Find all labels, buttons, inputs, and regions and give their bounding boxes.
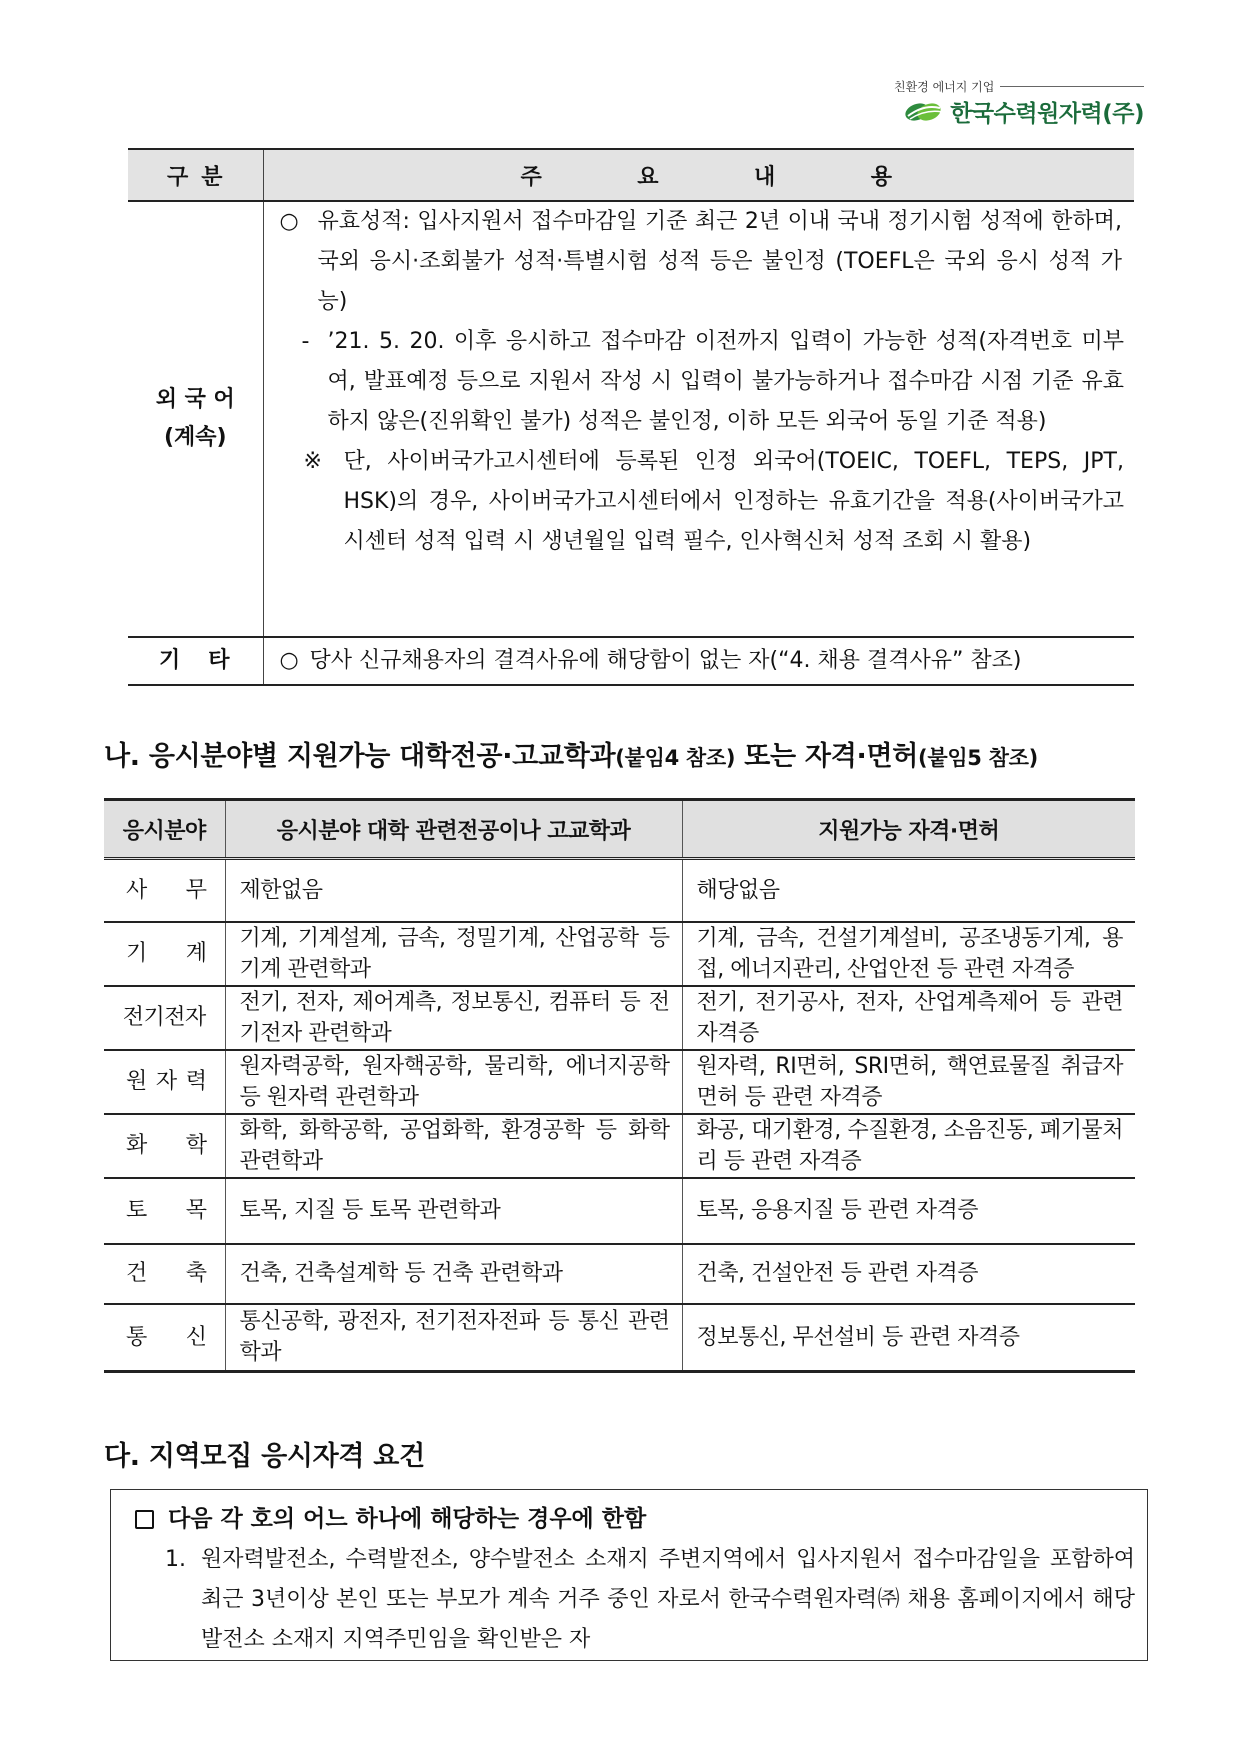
company-logo	[854, 78, 1144, 128]
major-cell: 화학, 화학공학, 공업화학, 환경공학 등 화학 관련학과	[225, 1114, 682, 1178]
header-content-char: 주	[520, 164, 543, 190]
logo-tagline-rule	[1000, 86, 1144, 87]
majors-table-header	[104, 800, 1135, 859]
eligibility-table-header	[128, 149, 1134, 201]
header-major: 응시분야 대학 관련전공이나 고교학과	[225, 800, 682, 859]
license-cell: 정보통신, 무선설비 등 관련 자격증	[682, 1304, 1135, 1372]
eligibility-table	[128, 148, 1134, 686]
row-content-etc	[263, 637, 1134, 685]
heading-ref: (붙임4 참조)	[615, 746, 736, 770]
logo-leaf-icon	[904, 100, 944, 124]
major-cell: 전기, 전자, 제어계측, 정보통신, 컴퓨터 등 전기전자 관련학과	[225, 986, 682, 1050]
table-row	[104, 1178, 1135, 1244]
major-cell: 통신공학, 광전자, 전기전자전파 등 통신 관련학과	[225, 1304, 682, 1372]
label-char: 타	[208, 648, 230, 673]
major-cell: 원자력공학, 원자핵공학, 물리학, 에너지공학 등 원자력 관련학과	[225, 1050, 682, 1114]
field-char: 계	[185, 941, 207, 966]
circle-bullet-icon: ○	[279, 648, 299, 673]
row-content-foreign-language	[263, 201, 1134, 637]
table-row	[104, 1050, 1135, 1114]
field-char: 토	[126, 1198, 147, 1223]
label-line: 외 국 어	[155, 387, 235, 412]
field-cell	[104, 922, 225, 986]
table-row	[104, 986, 1135, 1050]
major-cell: 토목, 지질 등 토목 관련학과	[225, 1178, 682, 1244]
header-content	[263, 149, 1134, 201]
header-category	[128, 149, 263, 201]
heading-ref: (붙임5 참조)	[918, 746, 1038, 770]
field-char: 신	[185, 1324, 207, 1350]
major-cell: 건축, 건축설계학 등 건축 관련학과	[225, 1244, 682, 1304]
note-cyber-exam-center	[304, 442, 1125, 562]
box-heading-text: 다음 각 호의 어느 하나에 해당하는 경우에 한함	[168, 1506, 647, 1532]
table-row-etc	[128, 637, 1134, 685]
logo-tagline-row	[894, 78, 1144, 95]
field-char: 학	[185, 1133, 207, 1158]
field-cell	[104, 1114, 225, 1178]
license-cell: 건축, 건설안전 등 관련 자격증	[682, 1244, 1135, 1304]
table-row-foreign-language	[128, 201, 1134, 637]
circle-bullet-icon: ○	[279, 209, 299, 234]
license-cell: 화공, 대기환경, 수질환경, 소음진동, 폐기물처리 등 관련 자격증	[682, 1114, 1135, 1178]
section-heading-na	[104, 734, 1038, 773]
field-cell	[104, 859, 225, 922]
square-bullet-icon	[135, 1510, 154, 1529]
box-heading	[135, 1498, 1135, 1540]
field-char: 자	[155, 1069, 177, 1094]
bullet-text: 유효성적: 입사지원서 접수마감일 기준 최근 2년 이내 국내 정기시험 성적에 한하며, 국외 응시·조회불가 성적·특별시험 성적 등은 불인정 (TOEFL은 국외 응시 성적 가능)	[317, 209, 1122, 314]
field-char: 전기전자	[122, 1005, 206, 1030]
major-cell: 제한없음	[225, 859, 682, 922]
bullet-disqualification	[280, 643, 1125, 679]
field-char: 화	[126, 1133, 147, 1158]
dash-bullet-icon: -	[301, 329, 310, 354]
bullet-text: 당사 신규채용자의 결격사유에 해당함이 없는 자(“4. 채용 결격사유” 참조)	[309, 648, 1022, 673]
bullet-valid-scores	[280, 202, 1125, 322]
table-row	[104, 1304, 1135, 1372]
label-line: (계속)	[163, 425, 227, 450]
table-row	[104, 859, 1135, 922]
field-cell	[104, 1304, 225, 1372]
heading-mid: 또는 자격·면허	[735, 741, 919, 772]
field-cell	[104, 1244, 225, 1304]
header-field: 응시분야	[104, 800, 225, 859]
majors-licenses-table	[104, 798, 1135, 1373]
license-cell: 토목, 응용지질 등 관련 자격증	[682, 1178, 1135, 1244]
row-label-etc	[128, 637, 263, 685]
header-category-char: 구	[167, 164, 190, 190]
header-content-char: 내	[753, 164, 777, 190]
item-text: 원자력발전소, 수력발전소, 양수발전소 소재지 주변지역에서 입사지원서 접수마감일을 포함하여 최근 3년이상 본인 또는 부모가 계속 거주 중인 자로서 한국수력원자력㈜ 채용 홈페이지에서 해당 발전소 소재지 지역주민임을 확인받은 자	[201, 1547, 1135, 1652]
field-char: 무	[185, 877, 207, 903]
logo-main	[904, 95, 1144, 128]
note-text: 단, 사이버국가고시센터에 등록된 인정 외국어(TOEIC, TOEFL, TEPS, JPT, HSK)의 경우, 사이버국가고시센터에서 인정하는 유효기간을 적용(사이버국가고시센터 성적 입력 시 생년월일 입력 필수, 인사혁신처 성적 조회 시 활용)	[343, 449, 1124, 554]
table-row	[104, 1114, 1135, 1178]
license-cell: 기계, 금속, 건설기계설비, 공조냉동기계, 용접, 에너지관리, 산업안전 등 관련 자격증	[682, 922, 1135, 986]
field-cell	[104, 1050, 225, 1114]
field-char: 기	[126, 941, 147, 966]
field-char: 건	[126, 1261, 147, 1286]
license-cell: 해당없음	[682, 859, 1135, 922]
label-char: 기	[159, 648, 181, 673]
field-char: 통	[126, 1324, 147, 1350]
field-cell	[104, 986, 225, 1050]
field-char: 사	[126, 877, 147, 903]
table-row	[104, 922, 1135, 986]
header-content-char: 용	[870, 164, 893, 190]
heading-main: 나. 응시분야별 지원가능 대학전공·고교학과	[104, 741, 616, 772]
field-char: 목	[185, 1198, 207, 1223]
field-char: 원	[126, 1069, 147, 1094]
header-content-char: 요	[637, 164, 660, 190]
row-label-foreign-language	[128, 201, 263, 637]
regional-requirements-box	[110, 1489, 1148, 1661]
major-cell: 기계, 기계설계, 금속, 정밀기계, 산업공학 등 기계 관련학과	[225, 922, 682, 986]
field-cell	[104, 1178, 225, 1244]
header-license: 지원가능 자격·면허	[682, 800, 1135, 859]
sub-item-score-entry	[302, 322, 1125, 442]
logo-tagline: 친환경 에너지 기업	[894, 80, 995, 94]
sub-item-text: ’21. 5. 20. 이후 응시하고 접수마감 이전까지 입력이 가능한 성적(자격번호 미부여, 발표예정 등으로 지원서 작성 시 입력이 불가능하거나 접수마감 시점 기준 유효하지 않은(진위확인 불가) 성적은 불인정, 이하 모든 외국어 동일 기준 적용)	[327, 329, 1124, 434]
section-heading-da: 다. 지역모집 응시자격 요건	[104, 1441, 425, 1472]
logo-company-name: 한국수력원자력(주)	[950, 101, 1144, 127]
field-char: 축	[185, 1261, 207, 1286]
table-row	[104, 1244, 1135, 1304]
field-char: 력	[185, 1069, 207, 1094]
header-category-char: 분	[201, 164, 224, 190]
list-item	[165, 1540, 1135, 1660]
item-number: 1.	[165, 1547, 186, 1572]
license-cell: 전기, 전기공사, 전자, 산업계측제어 등 관련 자격증	[682, 986, 1135, 1050]
reference-mark-icon: ※	[303, 449, 322, 474]
license-cell: 원자력, RI면허, SRI면허, 핵연료물질 취급자 면허 등 관련 자격증	[682, 1050, 1135, 1114]
